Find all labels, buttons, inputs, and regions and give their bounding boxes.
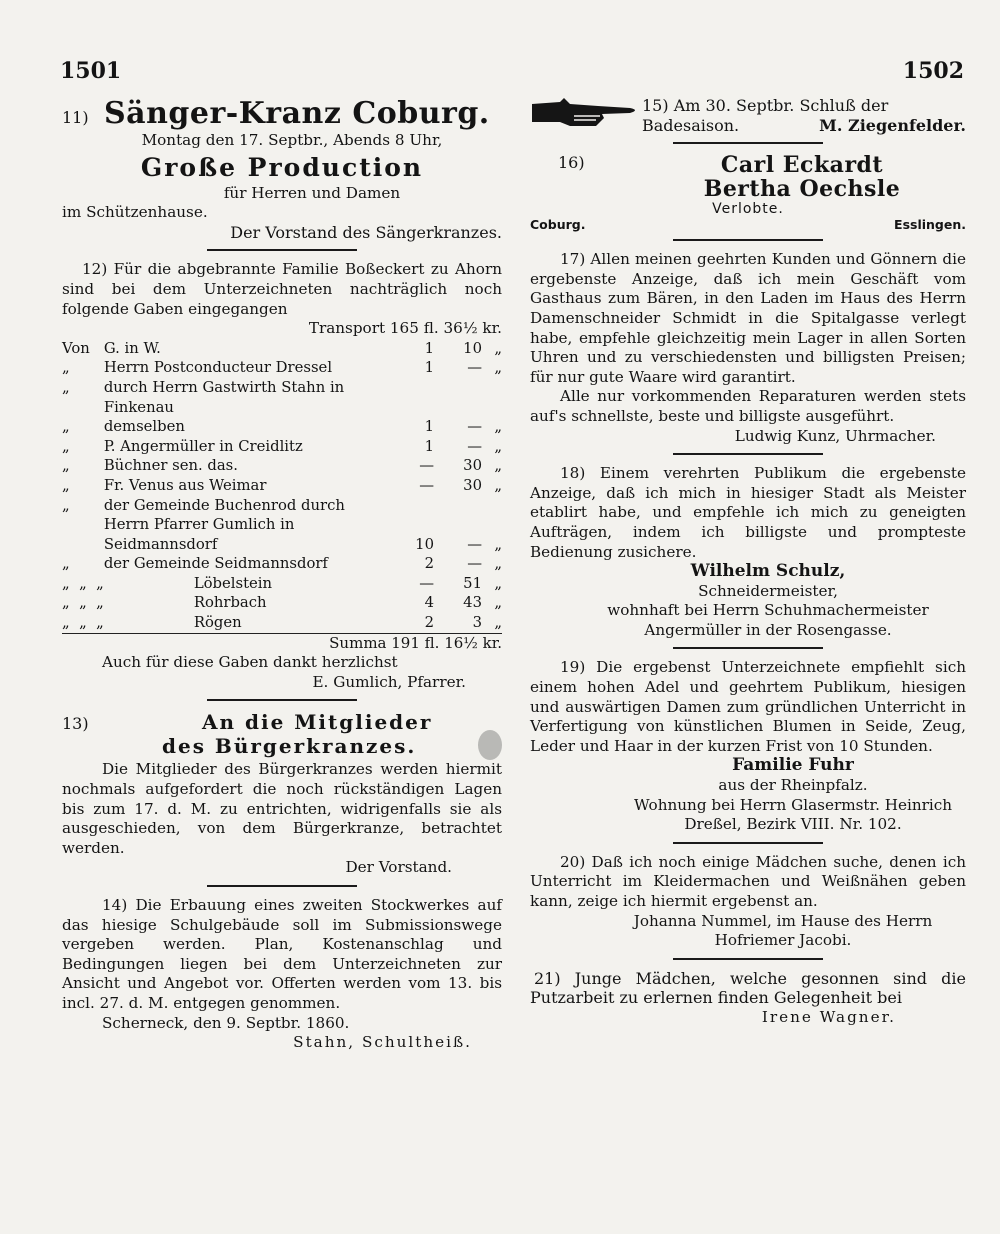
page-number-right: 1502	[902, 58, 964, 84]
row-prefix: „	[62, 457, 70, 475]
ad-date-line: Montag den 17. Septbr., Abends 8 Uhr,	[141, 131, 443, 149]
row-prefix: „	[62, 496, 70, 514]
row-donor: Büchner sen. das.	[103, 457, 238, 475]
ad-date: Scherneck, den 9. Septbr. 1860.	[102, 1013, 350, 1032]
ad-body-2: Alle nur vorkommenden Reparaturen werden stets auf's schnellste, beste und billigste ausgeführt.	[530, 387, 966, 425]
row-prefix: „	[62, 555, 70, 573]
row-donor: durch Herrn Gastwirth Stahn in Finkenau	[103, 378, 345, 416]
table-row	[62, 378, 502, 417]
row-florin: 10	[415, 535, 434, 553]
ditto-mark: „	[494, 476, 502, 494]
ad-number: 16)	[558, 153, 585, 173]
row-donor: demselben	[103, 418, 185, 436]
left-column	[62, 96, 502, 1053]
row-florin: 1	[424, 437, 434, 455]
ad-15	[530, 96, 966, 135]
row-donor: Löbelstein	[193, 574, 273, 592]
ad-subtitle: des Bürgerkranzes.	[162, 734, 417, 759]
row-donor: Fr. Venus aus Weimar	[103, 476, 267, 494]
row-florin: 4	[424, 594, 434, 612]
ad-address: wohnhaft bei Herrn Schuhmachermeister Angermüller in der Rosengasse.	[607, 601, 929, 639]
row-donor: G. in W.	[103, 339, 161, 357]
pointing-hand-icon	[530, 96, 642, 130]
donation-table	[62, 339, 502, 654]
ad-body: 12) Für die abgebrannte Familie Boßeckert zu Ahorn sind bei dem Unterzeichneten nachträglich noch folgende Gaben eingegangen	[62, 260, 502, 318]
summa-row	[62, 633, 502, 653]
row-kreuzer: 3	[472, 614, 482, 632]
row-prefix: „	[62, 476, 70, 494]
ad-21	[530, 969, 966, 1028]
ad-address: Wohnung bei Herrn Glasermstr. Heinrich Dreßel, Bezirk VIII. Nr. 102.	[633, 795, 953, 834]
row-florin: 1	[424, 339, 434, 357]
ditto-mark: „	[494, 614, 502, 632]
ad-body: 18) Einem verehrten Publikum die ergebenste Anzeige, daß ich mich in hiesiger Stadt als Meister etablirt habe, und empfehle ich mich zu geneigten Aufträgen, indem ich billigste und prompteste Bedienung zusichere.	[530, 464, 966, 561]
ad-signature: Ludwig Kunz, Uhrmacher.	[734, 426, 936, 445]
ditto-mark: „	[494, 594, 502, 612]
ad-body: 17) Allen meinen geehrten Kunden und Gönnern die ergebenste Anzeige, daß ich mein Geschäft vom Gasthaus zum Bären, in den Laden im Haus des Herrn Damenschneider Schmidt in die Spitalgasse verlegt habe, empfehle gleichzeitig mein Lager in allen Sorten Uhren und zu verschiedensten und billigsten Preisen; für nur gute Waare wird garantirt.	[530, 250, 966, 386]
row-donor: der Gemeinde Seidmannsdorf	[103, 555, 328, 573]
transport-fl: 165 fl.	[389, 319, 439, 338]
row-kreuzer: 30	[463, 457, 482, 475]
table-row	[62, 593, 502, 613]
table-row	[62, 476, 502, 496]
row-florin: —	[419, 574, 434, 592]
summa-kr: 16½ kr.	[444, 633, 502, 652]
ad-body: 14) Die Erbauung eines zweiten Stockwerkes auf das hiesige Schulgebäude soll im Submissionswege vergeben werden. Plan, Kostenanschlag und Bedingungen liegen bei dem Unterzeichneten zur Ansicht und Angebot vor. Offerten werden vom 13. bis incl. 27. d. M. entgegen genommen.	[62, 896, 502, 1012]
row-florin: 2	[424, 614, 434, 632]
ditto-mark: „	[494, 359, 502, 377]
ditto-mark: „	[494, 437, 502, 455]
place-right: Esslingen.	[894, 217, 966, 233]
ad-body: Die Mitglieder des Bürgerkranzes werden hiermit nochmals aufgefordert die noch rückständigen Lagen bis zum 17. d. M. zu entrichten, widrigenfalls sie als ausgeschieden, von dem Bürgerkranze, betrachtet werden.	[62, 760, 502, 857]
ad-signature: M. Ziegenfelder.	[819, 115, 966, 135]
row-kreuzer	[434, 378, 482, 417]
divider	[673, 142, 823, 144]
row-kreuzer: 30	[463, 476, 482, 494]
ditto-mark: „	[494, 457, 502, 475]
page-number-left: 1501	[60, 58, 122, 84]
place-left: Coburg.	[530, 217, 586, 233]
ad-signature: Familie Fuhr	[732, 755, 854, 776]
ad-body: 15) Am 30. Septbr. Schluß der	[642, 96, 889, 115]
bride-name: Bertha Oechsle	[703, 176, 901, 203]
row-prefix: „	[62, 359, 70, 377]
ditto-mark: „	[494, 555, 502, 573]
right-column	[530, 96, 966, 1028]
summa-label: Summa	[329, 633, 387, 652]
row-florin: —	[419, 476, 434, 494]
row-prefix: „	[62, 378, 70, 396]
ad-signature: Stahn, Schultheiß.	[293, 1033, 472, 1052]
engagement-status: Verlobte.	[712, 201, 784, 218]
ad-origin: aus der Rheinpfalz.	[718, 776, 868, 795]
ad-13	[62, 710, 502, 878]
ad-signature: Wilhelm Schulz,	[690, 561, 846, 582]
row-prefix: „	[62, 418, 70, 436]
ad-signature: Irene Wagner.	[761, 1007, 896, 1026]
row-kreuzer: 51	[463, 574, 482, 592]
ad-19	[530, 658, 966, 834]
row-donor: Herrn Postconducteur Dressel	[103, 359, 333, 377]
ditto-mark: „	[494, 574, 502, 592]
row-kreuzer: —	[467, 535, 482, 553]
row-donor: der Gemeinde Buchenrod durch Herrn Pfarrer Gumlich in Seidmannsdorf	[103, 496, 345, 553]
row-kreuzer: 10	[463, 339, 482, 357]
summa-fl: 191 fl.	[391, 633, 440, 652]
event-title: Große Production	[140, 152, 424, 182]
row-donor: Rohrbach	[193, 594, 267, 612]
ad-title: Sänger-Kranz Coburg.	[104, 96, 490, 131]
ad-18	[530, 464, 966, 640]
ad-body-end: Badesaison.	[642, 115, 740, 135]
bride-groom-name: Carl Eckardt	[720, 152, 884, 179]
table-row	[62, 417, 502, 437]
audience-line: für Herren und Damen	[223, 183, 401, 202]
ad-20	[530, 853, 966, 951]
ad-17	[530, 250, 966, 446]
row-florin: 1	[424, 418, 434, 436]
ad-number: 11)	[62, 108, 89, 127]
ad-signature: Der Vorstand.	[345, 858, 452, 877]
row-florin: —	[419, 457, 434, 475]
table-row	[62, 456, 502, 476]
ditto-mark: „	[494, 339, 502, 357]
ad-body: 19) Die ergebenst Unterzeichnete empfiehlt sich einem hohen Adel und geehrtem Publikum, hiesigen und auswärtigen Damen zum gründlichen Unterricht in Verfertigung von künstlichen Blumen in Seide, Zeug, Leder und Haar in der kurzen Frist von 10 Stunden.	[530, 658, 966, 755]
ad-title: An die Mitglieder	[202, 710, 433, 735]
ad-body: 20) Daß ich noch einige Mädchen suche, denen ich Unterricht im Kleidermachen und Weißnähen geben kann, zeige ich hiermit ergebenst an.	[530, 852, 966, 910]
row-kreuzer: —	[467, 555, 482, 573]
table-row	[62, 339, 502, 359]
divider	[207, 699, 357, 701]
place-line: im Schützenhause.	[62, 203, 208, 222]
divider	[673, 453, 823, 455]
transport-line	[62, 319, 502, 339]
ad-11	[62, 96, 502, 242]
ad-body: 21) Junge Mädchen, welche gesonnen sind die Putzarbeit zu erlernen finden Gelegenheit bei	[530, 968, 966, 1008]
row-kreuzer: —	[467, 418, 482, 436]
row-prefix: „ „ „	[62, 614, 104, 632]
row-donor: P. Angermüller in Creidlitz	[103, 437, 303, 455]
divider	[673, 958, 823, 960]
table-row	[62, 496, 502, 555]
ditto-mark: „	[494, 535, 502, 553]
divider	[673, 842, 823, 844]
row-prefix: Von	[62, 339, 90, 357]
row-prefix: „ „ „	[62, 594, 104, 612]
row-kreuzer: —	[467, 359, 482, 377]
row-florin	[394, 378, 434, 417]
ad-body-line	[642, 116, 966, 136]
ditto-mark: „	[494, 418, 502, 436]
table-row	[62, 574, 502, 594]
ad-number: 13)	[62, 714, 89, 734]
ditto-mark	[482, 378, 502, 417]
ad-signature: Johanna Nummel, im Hause des Herrn Hofriemer Jacobi.	[633, 911, 933, 950]
row-prefix: „	[62, 437, 70, 455]
ad-12	[62, 260, 502, 692]
divider	[207, 249, 357, 251]
row-kreuzer: 43	[463, 594, 482, 612]
divider	[673, 239, 823, 241]
thanks-line: Auch für diese Gaben dankt herzlichst	[102, 653, 398, 672]
ad-trade: Schneidermeister,	[698, 581, 838, 600]
row-prefix: „ „ „	[62, 574, 104, 592]
table-row	[62, 358, 502, 378]
row-donor: Rögen	[193, 614, 242, 632]
row-kreuzer: —	[467, 437, 482, 455]
row-florin: 2	[424, 555, 434, 573]
divider	[207, 885, 357, 887]
transport-label: Transport	[308, 319, 386, 338]
ad-16	[530, 153, 966, 232]
table-row	[62, 613, 502, 633]
table-row	[62, 437, 502, 457]
transport-kr: 36½ kr.	[443, 319, 502, 338]
row-florin: 1	[424, 359, 434, 377]
ad-signature: E. Gumlich, Pfarrer.	[312, 672, 466, 691]
ad-signature: Der Vorstand des Sängerkranzes.	[230, 222, 502, 242]
divider	[673, 647, 823, 649]
table-row	[62, 554, 502, 574]
ad-14	[62, 896, 502, 1053]
